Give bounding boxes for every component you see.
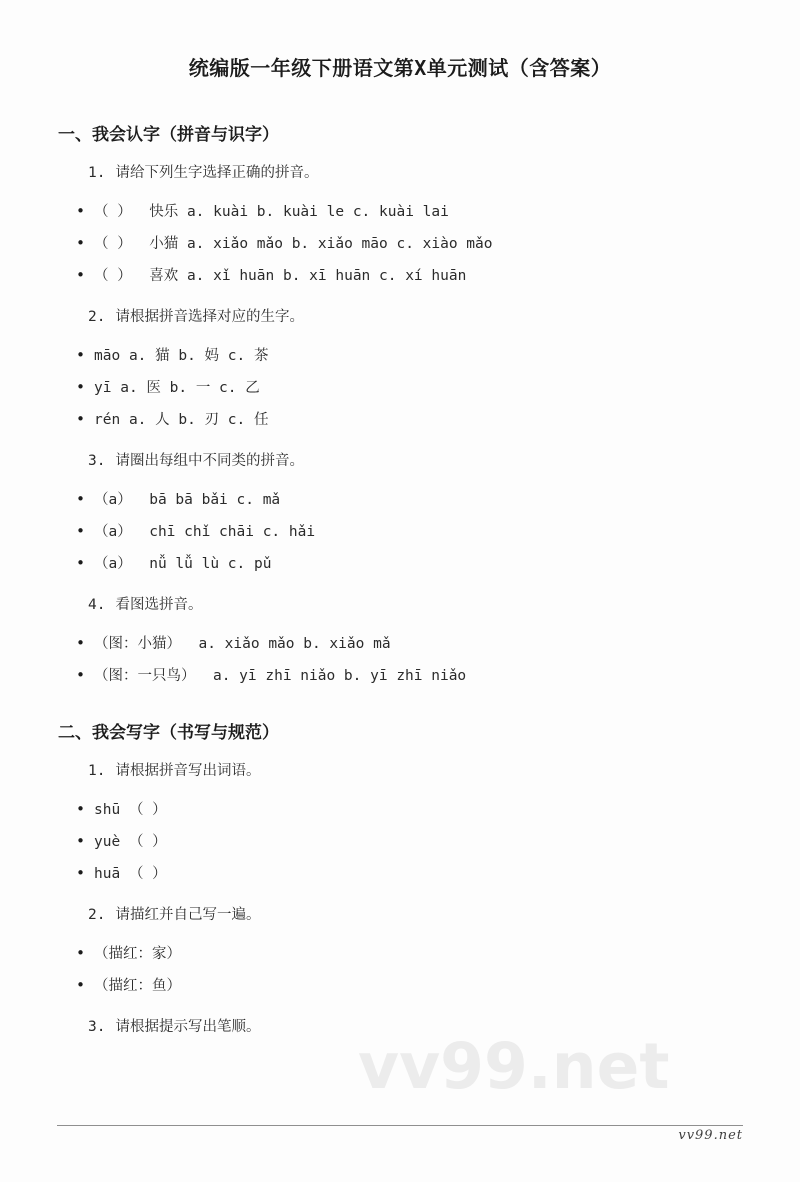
question-text: 请根据拼音选择对应的生字。 bbox=[115, 309, 304, 325]
list-item: • （图：一只鸟） a. yī zhī niǎo b. yī zhī niǎo bbox=[76, 659, 742, 691]
footer-site-label: vv99.net bbox=[678, 1128, 743, 1143]
question bbox=[58, 451, 742, 471]
list-item: • （a） chī chǐ chāi c. hǎi bbox=[76, 515, 742, 547]
question bbox=[58, 307, 742, 327]
list-item: • （描红：家） bbox=[76, 937, 742, 969]
list-item: • yī a. 医 b. 一 c. 乙 bbox=[76, 371, 742, 403]
question-text: 请描红并自己写一遍。 bbox=[115, 907, 261, 923]
question-number: 4. bbox=[88, 597, 106, 613]
question bbox=[58, 761, 742, 781]
list-item: • shū （ ） bbox=[76, 793, 742, 825]
list-item: • （ ） 小猫 a. xiǎo mǎo b. xiǎo māo c. xiào mǎo bbox=[76, 227, 742, 259]
list-item: • （a） nǚ lǚ lù c. pǔ bbox=[76, 547, 742, 579]
question-number: 2. bbox=[88, 309, 106, 325]
watermark: vv99.net bbox=[358, 1030, 670, 1103]
question bbox=[58, 163, 742, 183]
item-list bbox=[58, 793, 742, 889]
section-heading-1: 一、我会认字（拼音与识字） bbox=[58, 125, 279, 145]
section-heading-2: 二、我会写字（书写与规范） bbox=[58, 723, 279, 743]
footer-divider bbox=[57, 1125, 743, 1126]
document-page bbox=[0, 52, 800, 1037]
question bbox=[58, 905, 742, 925]
list-item: • huā （ ） bbox=[76, 857, 742, 889]
item-list bbox=[58, 339, 742, 435]
page-title: 统编版一年级下册语文第X单元测试（含答案） bbox=[188, 56, 612, 80]
item-list bbox=[58, 937, 742, 1001]
question-number: 3. bbox=[88, 1019, 106, 1035]
list-item: • māo a. 猫 b. 妈 c. 茶 bbox=[76, 339, 742, 371]
question-number: 3. bbox=[88, 453, 106, 469]
question-number: 2. bbox=[88, 907, 106, 923]
question-text: 请圈出每组中不同类的拼音。 bbox=[115, 453, 304, 469]
question-text: 请给下列生字选择正确的拼音。 bbox=[115, 165, 319, 181]
question-text: 请根据拼音写出词语。 bbox=[115, 763, 261, 779]
list-item: • （ ） 快乐 a. kuài b. kuài le c. kuài lai bbox=[76, 195, 742, 227]
page-footer bbox=[57, 1125, 743, 1143]
list-item: • （a） bā bā bǎi c. mǎ bbox=[76, 483, 742, 515]
question bbox=[58, 1017, 742, 1037]
question-number: 1. bbox=[88, 763, 106, 779]
question-text: 请根据提示写出笔顺。 bbox=[115, 1019, 261, 1035]
list-item: • （ ） 喜欢 a. xǐ huān b. xī huān c. xí huān bbox=[76, 259, 742, 291]
question-text: 看图选拼音。 bbox=[115, 597, 203, 613]
list-item: • （描红：鱼） bbox=[76, 969, 742, 1001]
question bbox=[58, 595, 742, 615]
item-list bbox=[58, 627, 742, 691]
question-number: 1. bbox=[88, 165, 106, 181]
item-list bbox=[58, 483, 742, 579]
list-item: • （图：小猫） a. xiǎo mǎo b. xiǎo mǎ bbox=[76, 627, 742, 659]
item-list bbox=[58, 195, 742, 291]
list-item: • rén a. 人 b. 刃 c. 任 bbox=[76, 403, 742, 435]
list-item: • yuè （ ） bbox=[76, 825, 742, 857]
